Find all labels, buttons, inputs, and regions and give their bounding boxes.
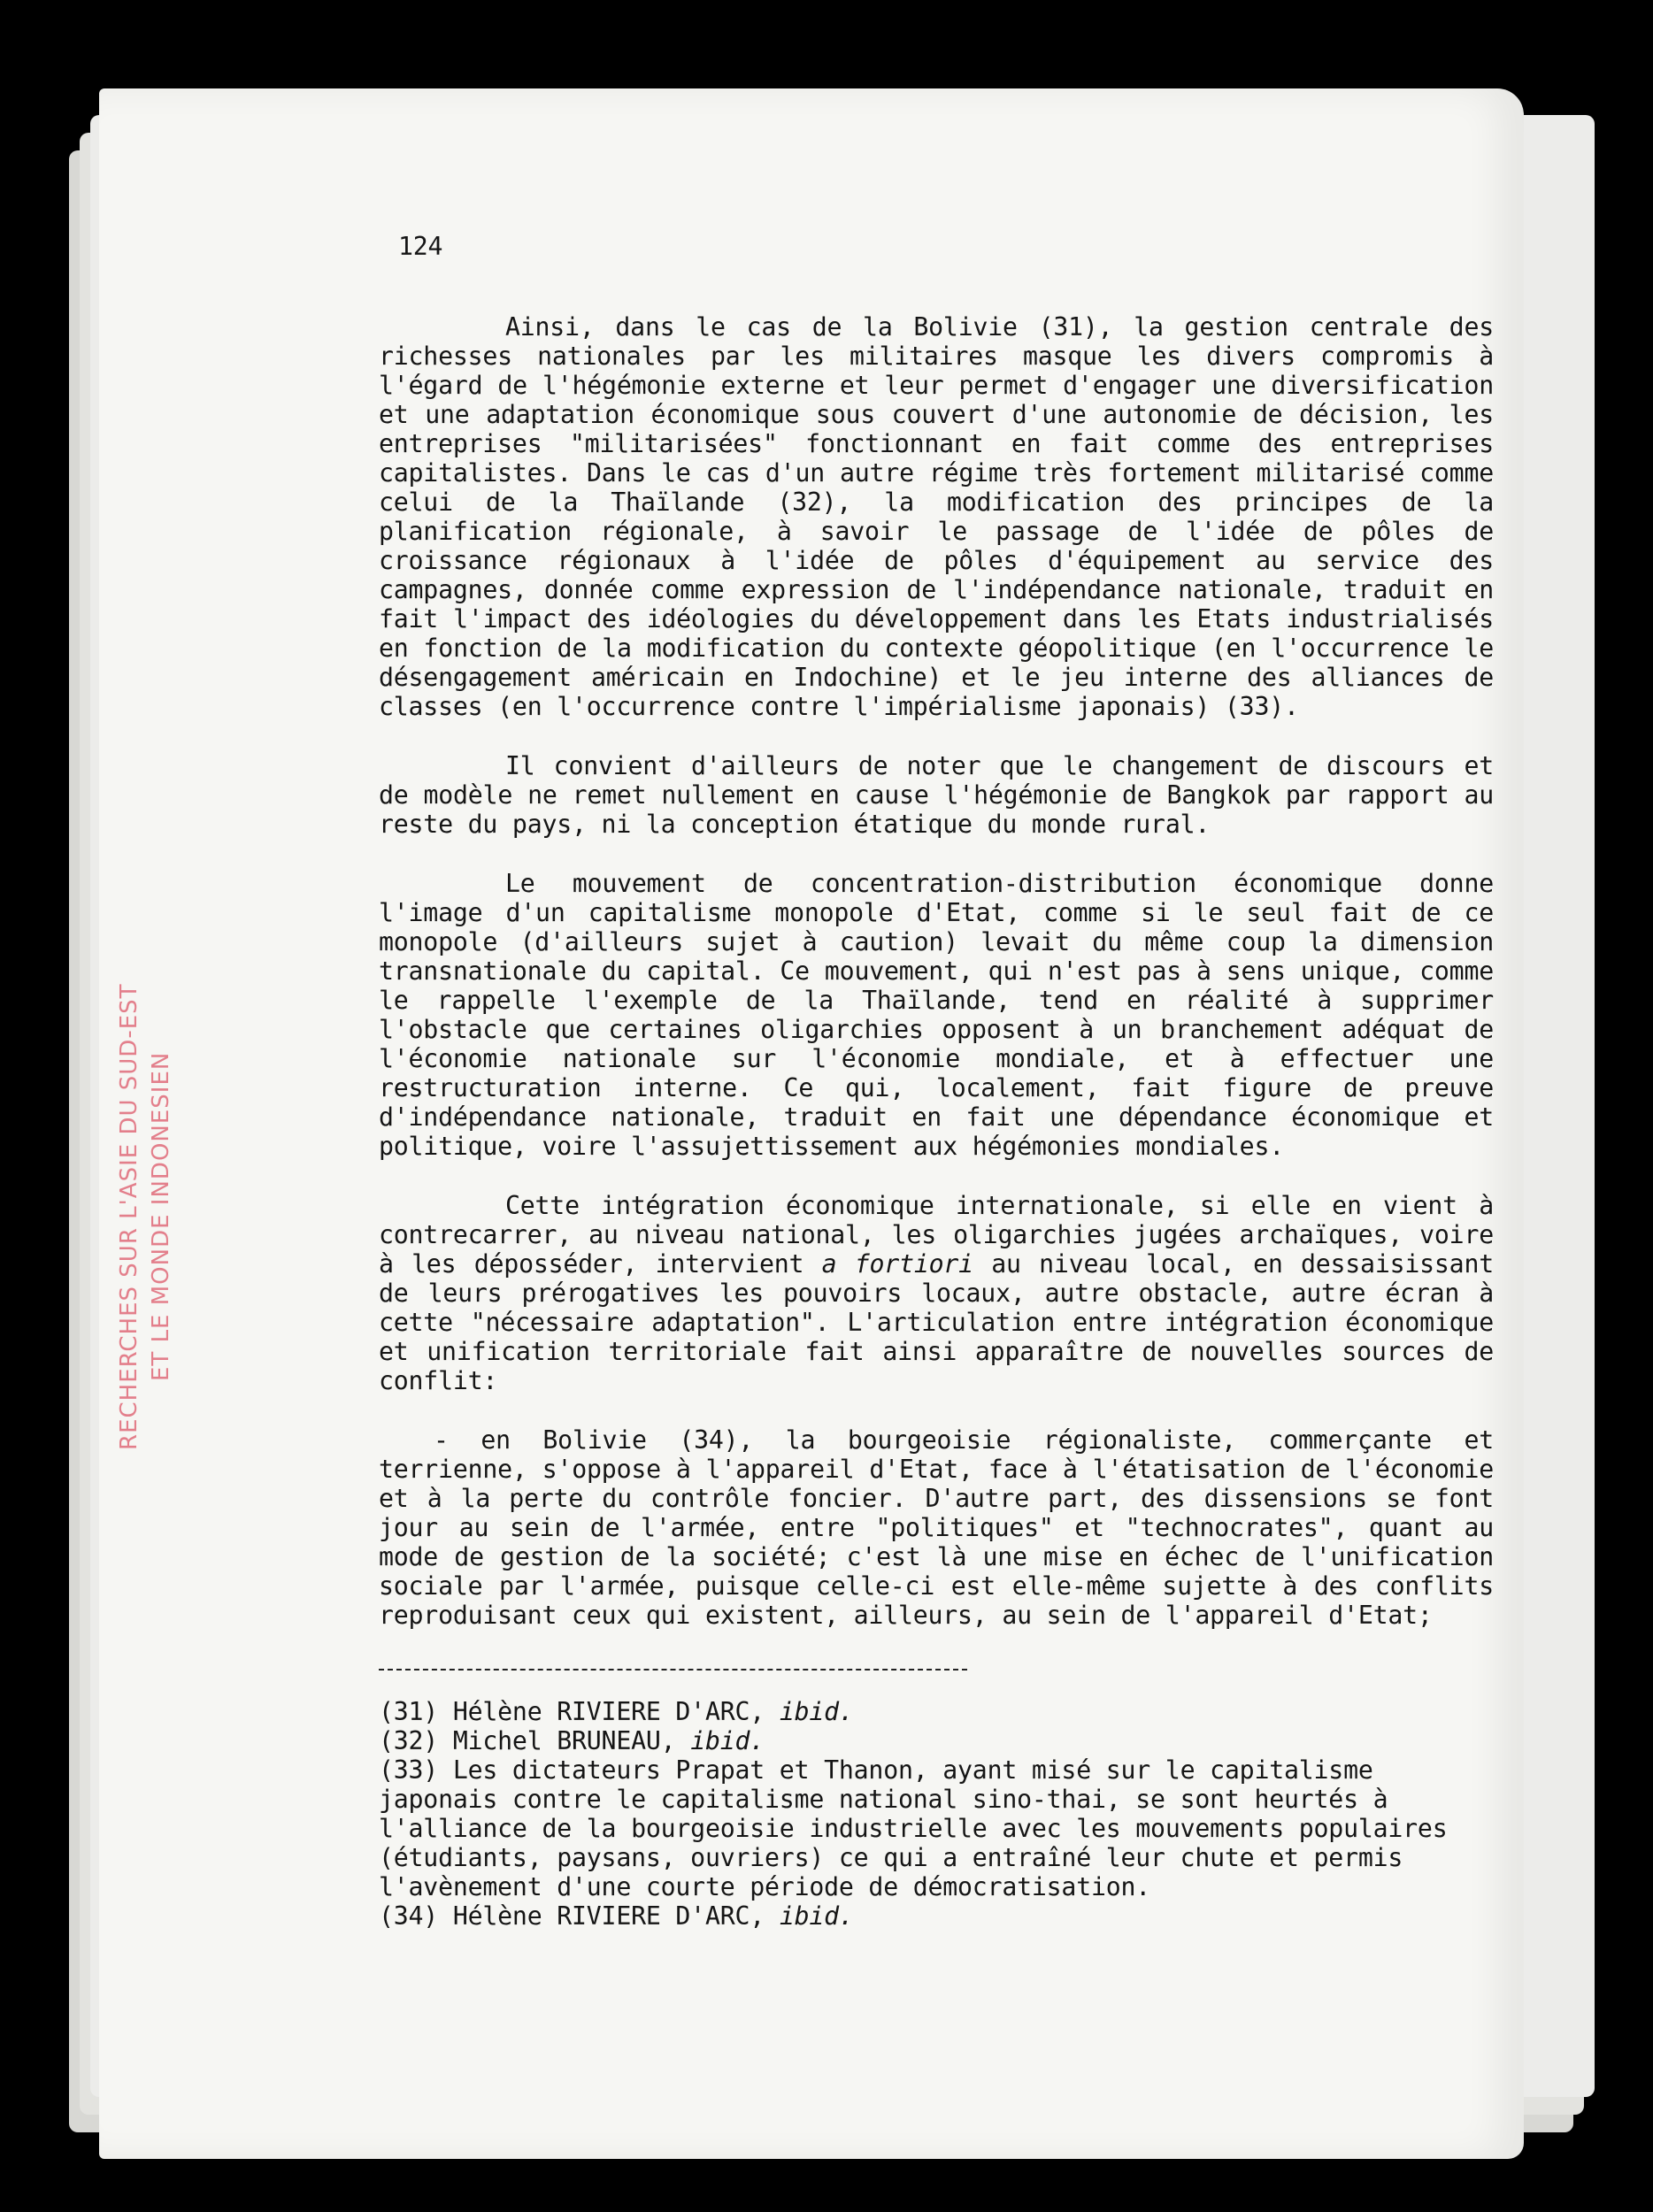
page-body	[379, 232, 1494, 1931]
footnote-31-italic: ibid.	[779, 1697, 854, 1726]
footnote-31-text: (31) Hélène RIVIERE D'ARC,	[379, 1697, 780, 1726]
footnote-separator	[379, 1669, 967, 1671]
footnote-32	[379, 1726, 1494, 1755]
paragraph-4-italic: a fortiori	[821, 1249, 973, 1279]
footnote-32-text: (32) Michel BRUNEAU,	[379, 1726, 691, 1755]
footnote-32-italic: ibid.	[690, 1726, 765, 1755]
paragraph-4-part-1: Cette intégration économique internationale, si elle en vient à contrecarrer, au niveau national, les oligarchies jugées archaïques, voire à les déposséder, intervient	[379, 1191, 1494, 1279]
paragraph-4	[379, 1191, 1494, 1395]
footnote-31	[379, 1697, 1494, 1726]
footnote-34	[379, 1901, 1494, 1931]
paragraph-3: Le mouvement de concentration-distribution économique donne l'image d'un capitalisme monopole d'Etat, comme si le seul fait de ce monopole (d'ailleurs sujet à caution) levait du même coup la dimension transnationale du capital. Ce mouvement, qui n'est pas à sens unique, comme le rappelle l'exemple de la Thaïlande, tend en réalité à supprimer l'obstacle que certaines oligarchies opposent à un branchement adéquat de l'économie nationale sur l'économie mondiale, et à effectuer une restructuration interne. Ce qui, localement, fait figure de preuve d'indépendance nationale, traduit en fait une dépendance économique et politique, voire l'assujettissement aux hégémonies mondiales.	[379, 869, 1494, 1161]
footnote-33: (33) Les dictateurs Prapat et Thanon, ayant misé sur le capitalisme japonais contre le capitalisme national sino-thai, se sont heurtés à l'alliance de la bourgeoisie industrielle avec les mouvements populaires (étudiants, paysans, ouvriers) ce qui a entraîné leur chute et permis l'avènement d'une courte période de démocratisation.	[379, 1755, 1448, 1901]
paragraph-2: Il convient d'ailleurs de noter que le changement de discours et de modèle ne remet nullement en cause l'hégémonie de Bangkok par rapport au reste du pays, ni la conception étatique du monde rural.	[379, 751, 1494, 839]
footnote-34-italic: ibid.	[779, 1901, 854, 1931]
library-stamp	[113, 938, 184, 1495]
paragraph-1: Ainsi, dans le cas de la Bolivie (31), la gestion centrale des richesses nationales par les militaires masque les divers compromis à l'égard de l'hégémonie externe et leur permet d'engager une diversification et une adaptation économique sous couvert d'une autonomie de décision, les entreprises "militarisées" fonctionnant en fait comme des entreprises capitalistes. Dans le cas d'un autre régime très fortement militarisé comme celui de la Thaïlande (32), la modification des principes de la planification régionale, à savoir le passage de l'idée de pôles de croissance régionaux à l'idée de pôles d'équipement au service des campagnes, donnée comme expression de l'indépendance nationale, traduit en fait l'impact des idéologies du développement dans les Etats industrialisés en fonction de la modification du contexte géopolitique (en l'occurrence le désengagement américain en Indochine) et le jeu interne des alliances de classes (en l'occurrence contre l'impérialisme japonais) (33).	[379, 312, 1494, 721]
footnote-34-text: (34) Hélène RIVIERE D'ARC,	[379, 1901, 780, 1931]
paragraph-4-part-2: au niveau local, en dessaisissant de leurs prérogatives les pouvoirs locaux, autre obstacle, autre écran à cette "nécessaire adaptation". L'articulation entre intégration économique et unification territoriale fait ainsi apparaître de nouvelles sources de conflit:	[379, 1249, 1494, 1395]
page-number: 124	[398, 232, 443, 261]
stamp-line-2: ET LE MONDE INDONESIEN	[148, 1051, 174, 1382]
paragraph-5: - en Bolivie (34), la bourgeoisie régionaliste, commerçante et terrienne, s'oppose à l'appareil d'Etat, face à l'étatisation de l'économie et à la perte du contrôle foncier. D'autre part, des dissensions se font jour au sein de l'armée, entre "politiques" et "technocrates", quant au mode de gestion de la société; c'est là une mise en échec de l'unification sociale par l'armée, puisque celle-ci est elle-même sujette à des conflits reproduisant ceux qui existent, ailleurs, au sein de l'appareil d'Etat;	[379, 1425, 1494, 1630]
footnotes	[379, 1697, 1494, 1931]
stamp-line-1: RECHERCHES SUR L'ASIE DU SUD-EST	[116, 983, 142, 1450]
